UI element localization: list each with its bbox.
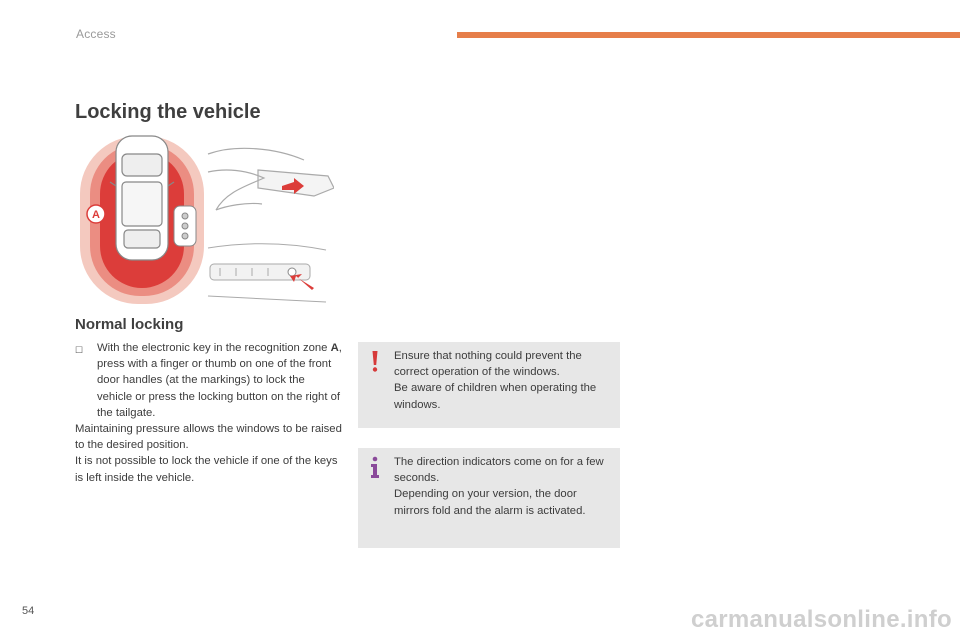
- info-icon: [366, 454, 384, 480]
- bullet-text-pre: With the electronic key in the recognition zone: [97, 342, 331, 354]
- zone-a-label: A: [92, 209, 100, 221]
- car-topview-icon: [110, 136, 174, 260]
- exclamation-icon: [366, 348, 384, 374]
- bullet-text: [97, 340, 343, 421]
- page-number: 54: [22, 605, 35, 617]
- warning-line-2: Be aware of children when operating the windows.: [394, 382, 597, 411]
- header-accent-bar: [457, 32, 960, 38]
- section-label: Access: [76, 27, 116, 41]
- watermark: carmanualsonline.info: [690, 606, 952, 633]
- checkbox-bullet-icon: ☐: [75, 345, 84, 355]
- bullet-zone-label: A: [330, 342, 339, 354]
- tailgate-lock-button: [288, 268, 296, 276]
- info-line-1: The direction indicators come on for a few seconds.: [394, 456, 604, 485]
- bullet-text-post: , press with a finger or thumb on one of the front door handles (at the markings) to lock the vehicle or press the locking button on the right of the tailgate.: [97, 342, 342, 419]
- page-title: Locking the vehicle: [75, 101, 261, 123]
- paragraph-window-raise: Maintaining pressure allows the windows to be raised to the desired position.: [75, 423, 342, 452]
- normal-locking-heading: Normal locking: [75, 316, 184, 333]
- normal-locking-body: [75, 340, 343, 486]
- info-note-box: [358, 448, 620, 548]
- locking-illustration: [76, 130, 334, 308]
- info-note-text: [394, 454, 612, 519]
- info-line-2: Depending on your version, the door mirrors fold and the alarm is activated.: [394, 488, 586, 517]
- tailgate-icon: [208, 244, 326, 302]
- warning-note-text: [394, 348, 612, 413]
- warning-line-1: Ensure that nothing could prevent the correct operation of the windows.: [394, 350, 582, 379]
- door-handle-icon: [208, 148, 334, 210]
- list-item: [75, 340, 343, 421]
- paragraph-key-inside: It is not possible to lock the vehicle if one of the keys is left inside the vehicle.: [75, 455, 338, 484]
- key-fob-icon: [174, 206, 196, 246]
- warning-note-box: [358, 342, 620, 428]
